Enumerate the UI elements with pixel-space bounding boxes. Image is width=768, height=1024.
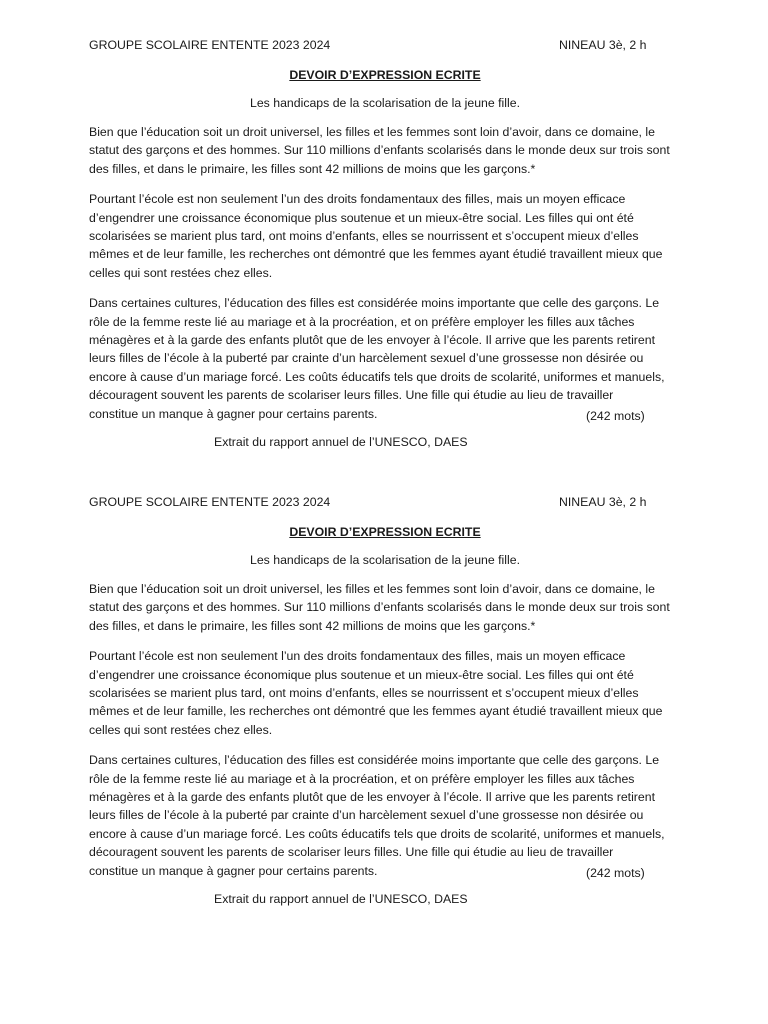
paragraph-2: Pourtant l’école est non seulement l’un des droits fondamentaux des filles, mais un moyen efficace d’engendrer une croissance économique plus soutenue et un mieux-être social. Les filles qui ont été scolarisées se marient plus tard, ont moins d’enfants, elles se nourrissent et s’occupent mieux d’elles mêmes et de leur famille, les recherches ont démontré que les femmes ayant étudié travaillent mieux que celles qui sont restées chez elles. [89,192,663,280]
assignment-copy-2 [89,494,681,908]
paragraph-3 [89,294,681,423]
assignment-title: DEVOIR D’EXPRESSION ECRITE [289,525,481,539]
word-count: (242 mots) [586,865,645,880]
text-title: Les handicaps de la scolarisation de la jeune fille. [249,96,521,110]
word-count: (242 mots) [586,408,645,423]
paragraph-3-closing: constitue un manque à gagner pour certains parents. [89,406,378,421]
header [89,37,681,53]
source-citation: Extrait du rapport annuel de l’UNESCO, DAES [214,435,468,450]
school-name: GROUPE SCOLAIRE ENTENTE 2023 2024 [89,495,331,509]
paragraph-1: Bien que l’éducation soit un droit universel, les filles et les femmes sont loin d’avoir, dans ce domaine, le statut des garçons et des hommes. Sur 110 millions d’enfants scolarisés dans le monde deux sur trois sont des filles, et dans le primaire, les filles sont 42 millions de moins que les garçons.* [89,582,670,633]
text-title: Les handicaps de la scolarisation de la jeune fille. [249,553,521,567]
school-name: GROUPE SCOLAIRE ENTENTE 2023 2024 [89,38,331,52]
paragraph-3 [89,751,681,880]
source-citation: Extrait du rapport annuel de l’UNESCO, DAES [214,892,468,907]
assignment-copy-1 [89,37,681,451]
paragraph-3-body: Dans certaines cultures, l’éducation des filles est considérée moins importante que celle des garçons. Le rôle de la femme reste lié au mariage et à la procréation, et on préfère employer les filles aux tâches ménagères et à la garde des enfants plutôt que de les envoyer à l’école. Il arrive que les parents retirent leurs filles de l’école à la puberté par crainte d’un harcèlement sexuel d’une grossesse non désirée ou encore à cause d’un mariage forcé. Les coûts éducatifs tels que droits de scolarité, uniformes et manuels, découragent souvent les parents de scolariser leurs filles. Une fille qui étudie au lieu de travailler [89,753,665,860]
assignment-title: DEVOIR D’EXPRESSION ECRITE [289,68,481,82]
paragraph-3-last-line [89,406,645,423]
header [89,494,681,510]
paragraph-1: Bien que l’éducation soit un droit universel, les filles et les femmes sont loin d’avoir, dans ce domaine, le statut des garçons et des hommes. Sur 110 millions d’enfants scolarisés dans le monde deux sur trois sont des filles, et dans le primaire, les filles sont 42 millions de moins que les garçons.* [89,125,670,176]
class-level: NINEAU 3è, 2 h [559,495,647,509]
paragraph-3-last-line [89,863,645,880]
class-level: NINEAU 3è, 2 h [559,38,647,52]
paragraph-3-body: Dans certaines cultures, l’éducation des filles est considérée moins importante que celle des garçons. Le rôle de la femme reste lié au mariage et à la procréation, et on préfère employer les filles aux tâches ménagères et à la garde des enfants plutôt que de les envoyer à l’école. Il arrive que les parents retirent leurs filles de l’école à la puberté par crainte d’un harcèlement sexuel d’une grossesse non désirée ou encore à cause d’un mariage forcé. Les coûts éducatifs tels que droits de scolarité, uniformes et manuels, découragent souvent les parents de scolariser leurs filles. Une fille qui étudie au lieu de travailler [89,296,665,403]
paragraph-2: Pourtant l’école est non seulement l’un des droits fondamentaux des filles, mais un moyen efficace d’engendrer une croissance économique plus soutenue et un mieux-être social. Les filles qui ont été scolarisées se marient plus tard, ont moins d’enfants, elles se nourrissent et s’occupent mieux d’elles mêmes et de leur famille, les recherches ont démontré que les femmes ayant étudié travaillent mieux que celles qui sont restées chez elles. [89,649,663,737]
paragraph-3-closing: constitue un manque à gagner pour certains parents. [89,863,378,878]
